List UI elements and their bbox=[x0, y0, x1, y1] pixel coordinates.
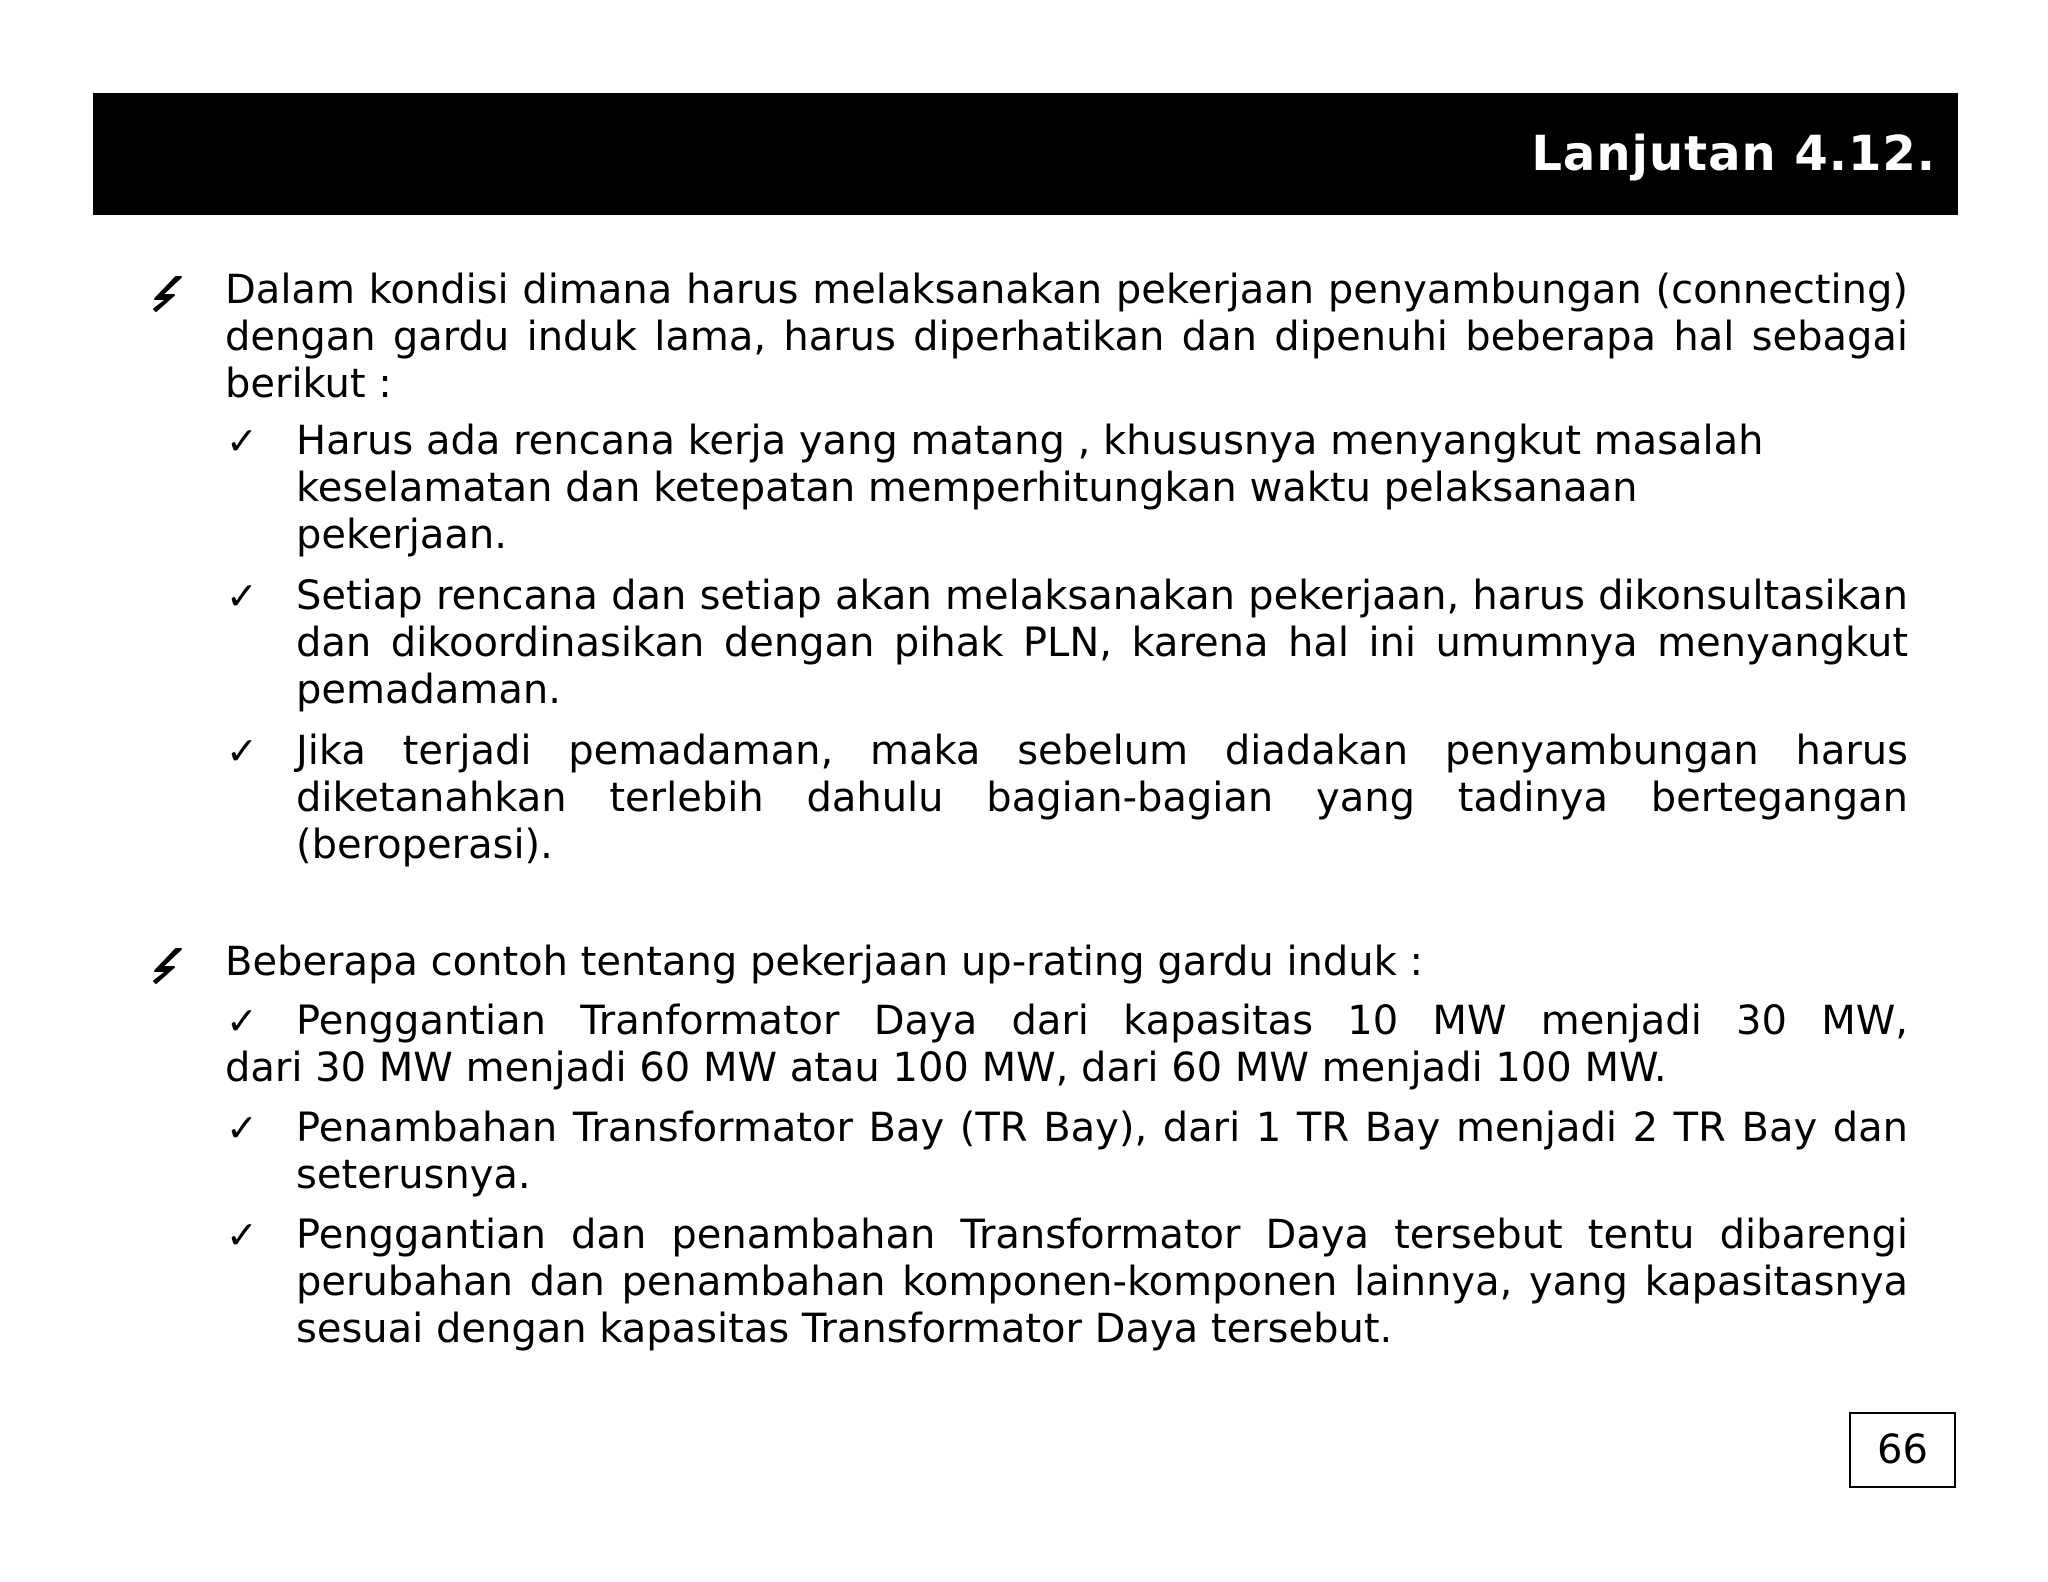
check-icon: ✓ bbox=[226, 419, 258, 463]
page-number: 66 bbox=[1877, 1427, 1928, 1473]
check-icon: ✓ bbox=[226, 999, 258, 1043]
check-icon: ✓ bbox=[226, 574, 258, 618]
section-2-item-1-continuation: dari 30 MW menjadi 60 MW atau 100 MW, dari 60 MW menjadi 100 MW. bbox=[225, 1045, 1667, 1091]
lightning-icon bbox=[148, 945, 188, 985]
section-1-intro: Dalam kondisi dimana harus melaksanakan pekerjaan penyambungan (connecting) dengan gardu induk lama, harus diperhatikan dan dipenuhi beberapa hal sebagai berikut : bbox=[225, 267, 1908, 407]
section-2-item-2: Penambahan Transformator Bay (TR Bay), dari 1 TR Bay menjadi 2 TR Bay dan seterusnya. bbox=[296, 1105, 1908, 1198]
check-icon: ✓ bbox=[226, 1106, 258, 1150]
page-number-box bbox=[1849, 1412, 1956, 1488]
page-title: Lanjutan 4.12. bbox=[1531, 126, 1936, 182]
section-2-item-3: Penggantian dan penambahan Transformator Daya tersebut tentu dibarengi perubahan dan penambahan komponen-komponen lainnya, yang kapasitasnya sesuai dengan kapasitas Transformator Daya tersebut. bbox=[296, 1212, 1908, 1352]
section-1-item-3: Jika terjadi pemadaman, maka sebelum diadakan penyambungan harus diketanahkan terlebih dahulu bagian-bagian yang tadinya bertegangan (beroperasi). bbox=[296, 728, 1908, 868]
section-1-item-2: Setiap rencana dan setiap akan melaksanakan pekerjaan, harus dikonsultasikan dan dikoordinasikan dengan pihak PLN, karena hal ini umumnya menyangkut pemadaman. bbox=[296, 573, 1908, 713]
section-1-item-1: Harus ada rencana kerja yang matang , khususnya menyangkut masalah keselamatan dan ketepatan memperhitungkan waktu pelaksanaan pekerjaan. bbox=[296, 418, 1764, 558]
check-icon: ✓ bbox=[226, 729, 258, 773]
lightning-icon bbox=[148, 273, 188, 313]
section-2-item-1: Penggantian Tranformator Daya dari kapasitas 10 MW menjadi 30 MW, bbox=[296, 998, 1908, 1044]
check-icon: ✓ bbox=[226, 1213, 258, 1257]
section-2-intro: Beberapa contoh tentang pekerjaan up-rating gardu induk : bbox=[225, 939, 1424, 985]
